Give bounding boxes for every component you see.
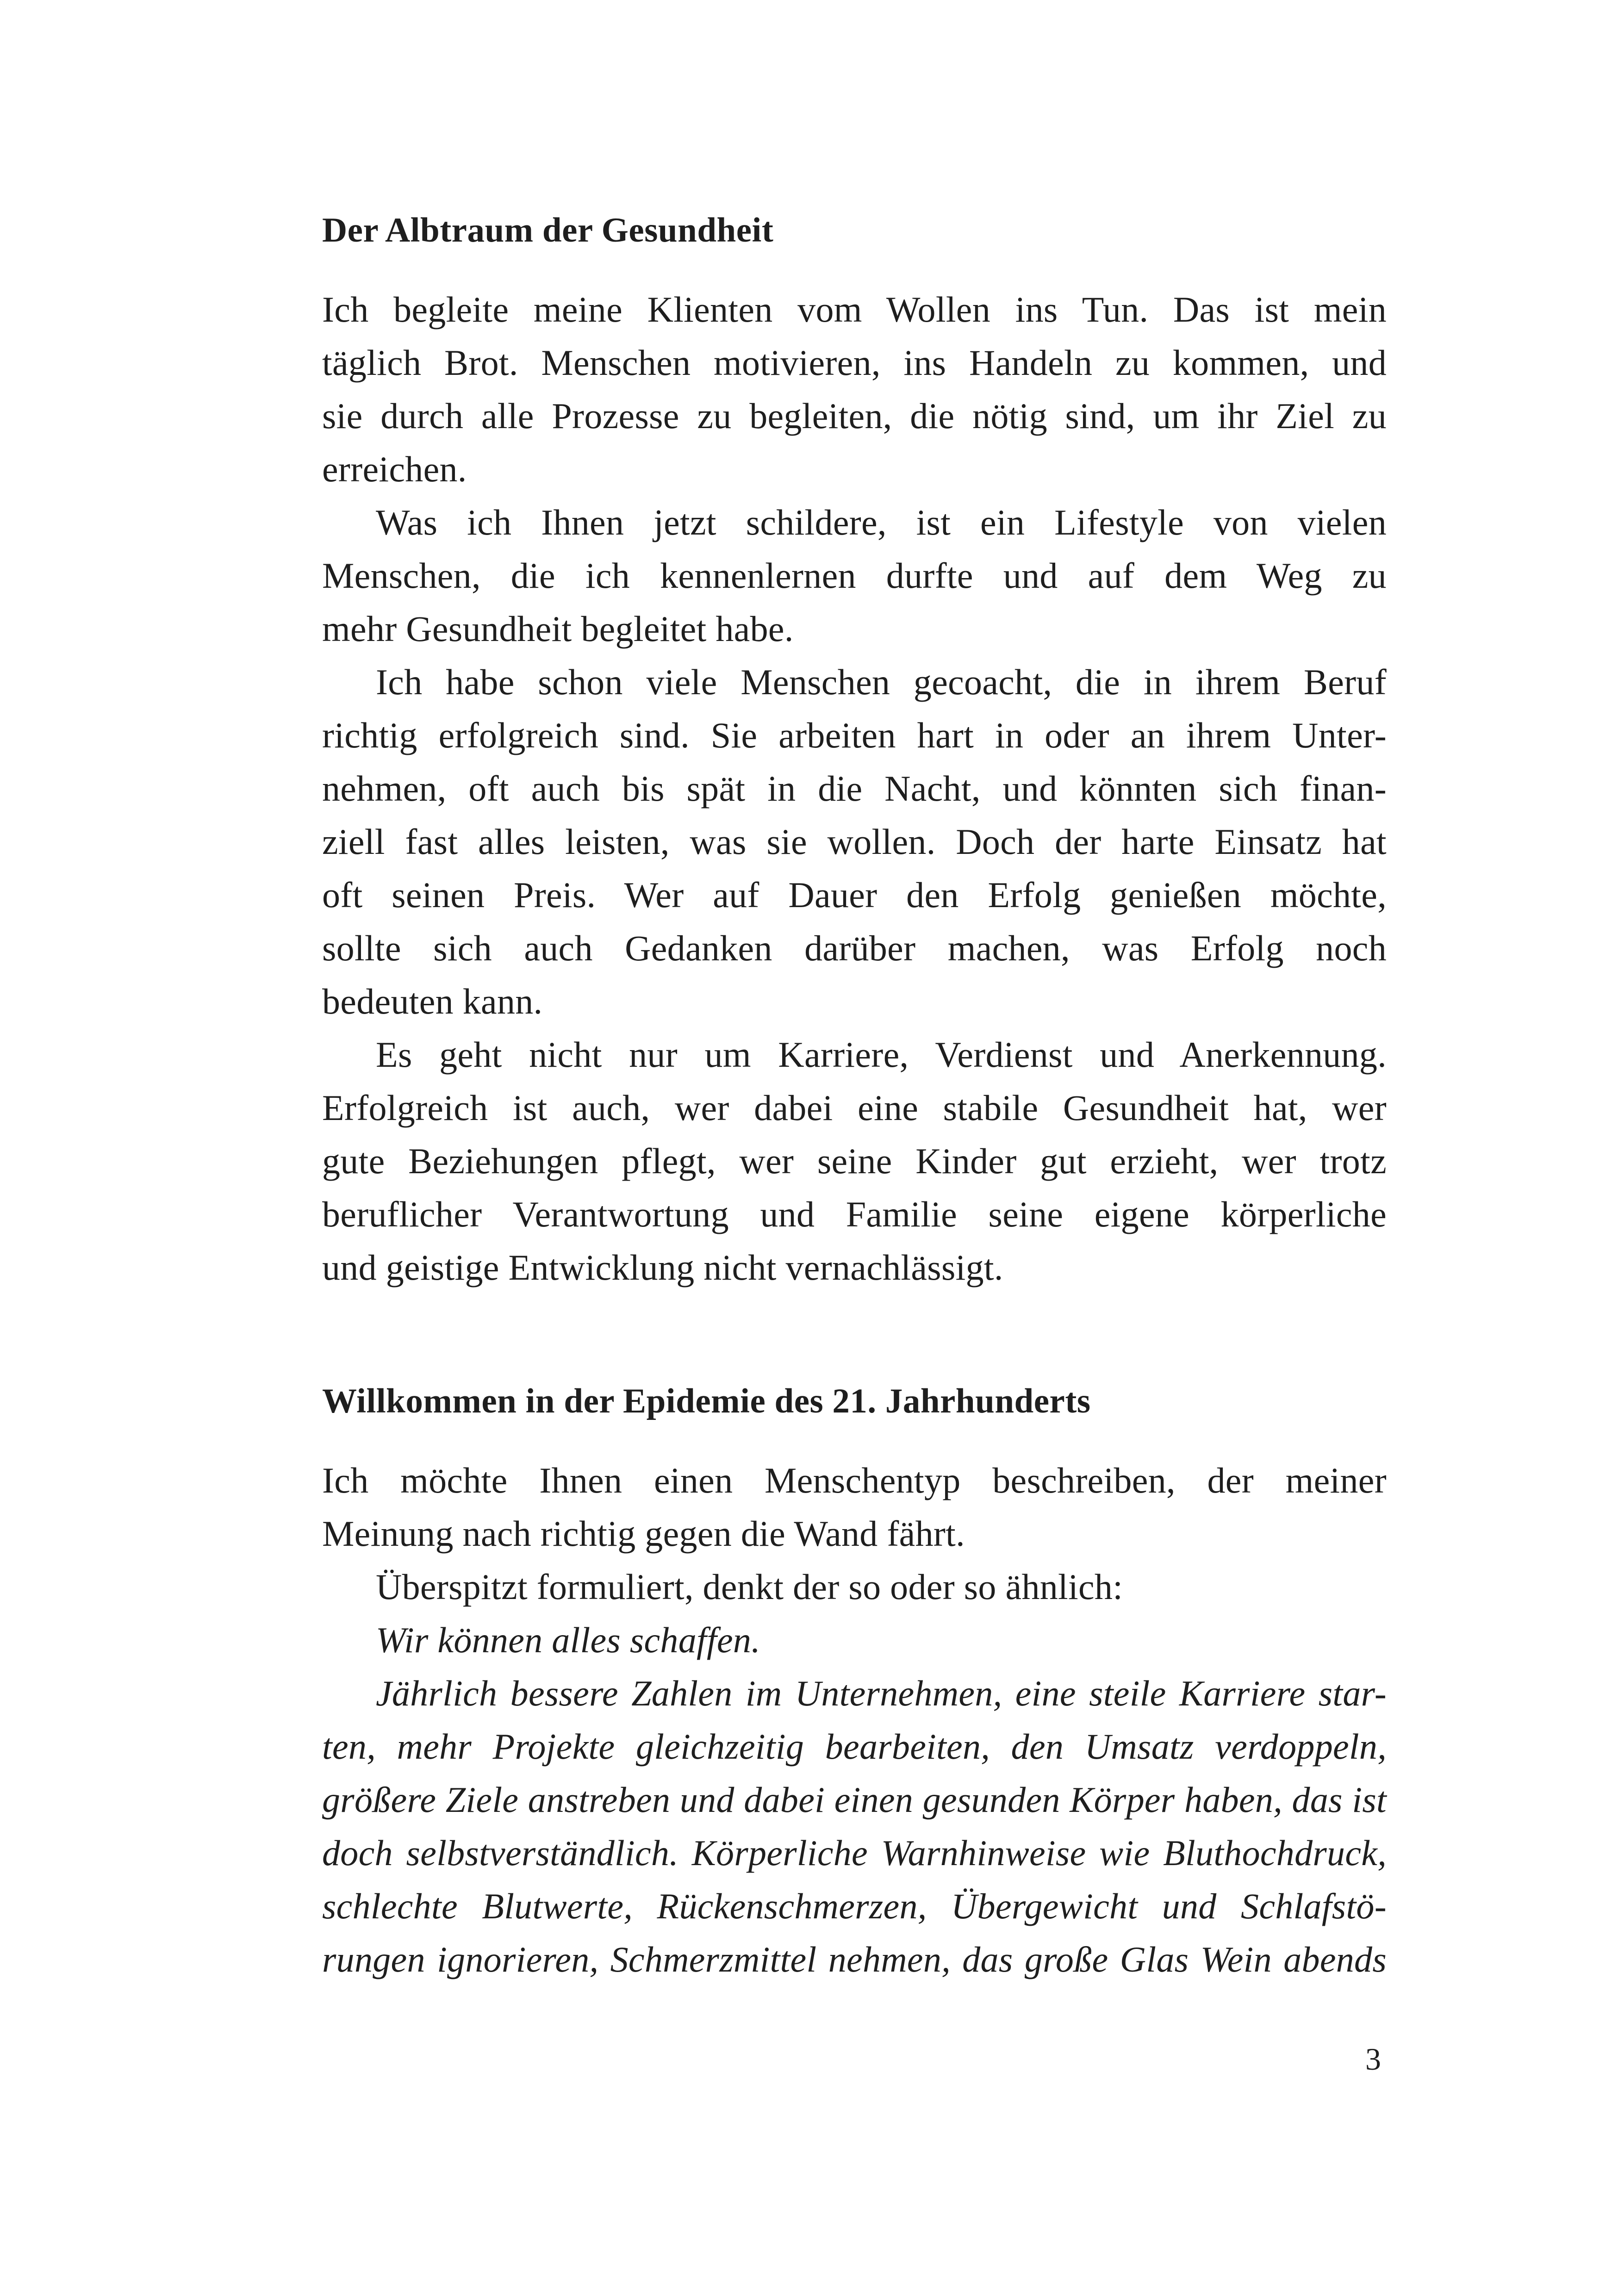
italic-line: Wir können alles schaffen.: [376, 1620, 760, 1660]
body-line: oft seinen Preis. Wer auf Dauer den Erfolg genießen möchte,: [322, 875, 1387, 915]
body-line: Erfolgreich ist auch, wer dabei eine stabile Gesundheit hat, wer: [322, 1088, 1387, 1128]
body-line: Überspitzt formuliert, denkt der so oder so ähnlich:: [376, 1567, 1123, 1607]
body-line: nehmen, oft auch bis spät in die Nacht, und könnten sich finan-: [322, 768, 1387, 809]
italic-line: doch selbstverständlich. Körperliche Warnhinweise wie Bluthochdruck,: [322, 1833, 1387, 1873]
section-heading-albtraum: Der Albtraum der Gesundheit: [322, 211, 774, 249]
section-heading-epidemie: Willkommen in der Epidemie des 21. Jahrhunderts: [322, 1382, 1091, 1420]
body-line: Ich möchte Ihnen einen Menschentyp beschreiben, der meiner: [322, 1460, 1387, 1500]
body-line: richtig erfolgreich sind. Sie arbeiten hart in oder an ihrem Unter-: [322, 715, 1387, 755]
body-line: sie durch alle Prozesse zu begleiten, die nötig sind, um ihr Ziel zu: [322, 396, 1387, 436]
body-line: bedeuten kann.: [322, 981, 543, 1021]
body-line: ziell fast alles leisten, was sie wollen. Doch der harte Einsatz hat: [322, 821, 1387, 862]
body-line: beruflicher Verantwortung und Familie seine eigene körperliche: [322, 1194, 1387, 1234]
body-line: erreichen.: [322, 449, 467, 489]
page-number: 3: [1365, 2041, 1381, 2077]
body-line: mehr Gesundheit begleitet habe.: [322, 609, 794, 649]
body-line: Meinung nach richtig gegen die Wand fährt.: [322, 1513, 965, 1554]
body-line: Ich habe schon viele Menschen gecoacht, die in ihrem Beruf: [376, 662, 1387, 702]
italic-line: Jährlich bessere Zahlen im Unternehmen, eine steile Karriere star-: [376, 1673, 1387, 1713]
body-line: täglich Brot. Menschen motivieren, ins Handeln zu kommen, und: [322, 342, 1387, 383]
body-line: Es geht nicht nur um Karriere, Verdienst und Anerkennung.: [376, 1034, 1387, 1075]
body-line: und geistige Entwicklung nicht vernachlässigt.: [322, 1247, 1003, 1288]
italic-line: ten, mehr Projekte gleichzeitig bearbeiten, den Umsatz verdoppeln,: [322, 1726, 1387, 1767]
body-line: Was ich Ihnen jetzt schildere, ist ein Lifestyle von vielen: [376, 502, 1387, 542]
body-line: Menschen, die ich kennenlernen durfte und auf dem Weg zu: [322, 555, 1387, 596]
body-line: gute Beziehungen pflegt, wer seine Kinder gut erzieht, wer trotz: [322, 1141, 1387, 1181]
italic-line: rungen ignorieren, Schmerzmittel nehmen, das große Glas Wein abends: [322, 1939, 1387, 1979]
body-line: Ich begleite meine Klienten vom Wollen ins Tun. Das ist mein: [322, 289, 1387, 330]
italic-line: schlechte Blutwerte, Rückenschmerzen, Übergewicht und Schlafstö-: [322, 1886, 1387, 1926]
italic-line: größere Ziele anstreben und dabei einen gesunden Körper haben, das ist: [322, 1780, 1387, 1820]
body-line: sollte sich auch Gedanken darüber machen, was Erfolg noch: [322, 928, 1387, 968]
